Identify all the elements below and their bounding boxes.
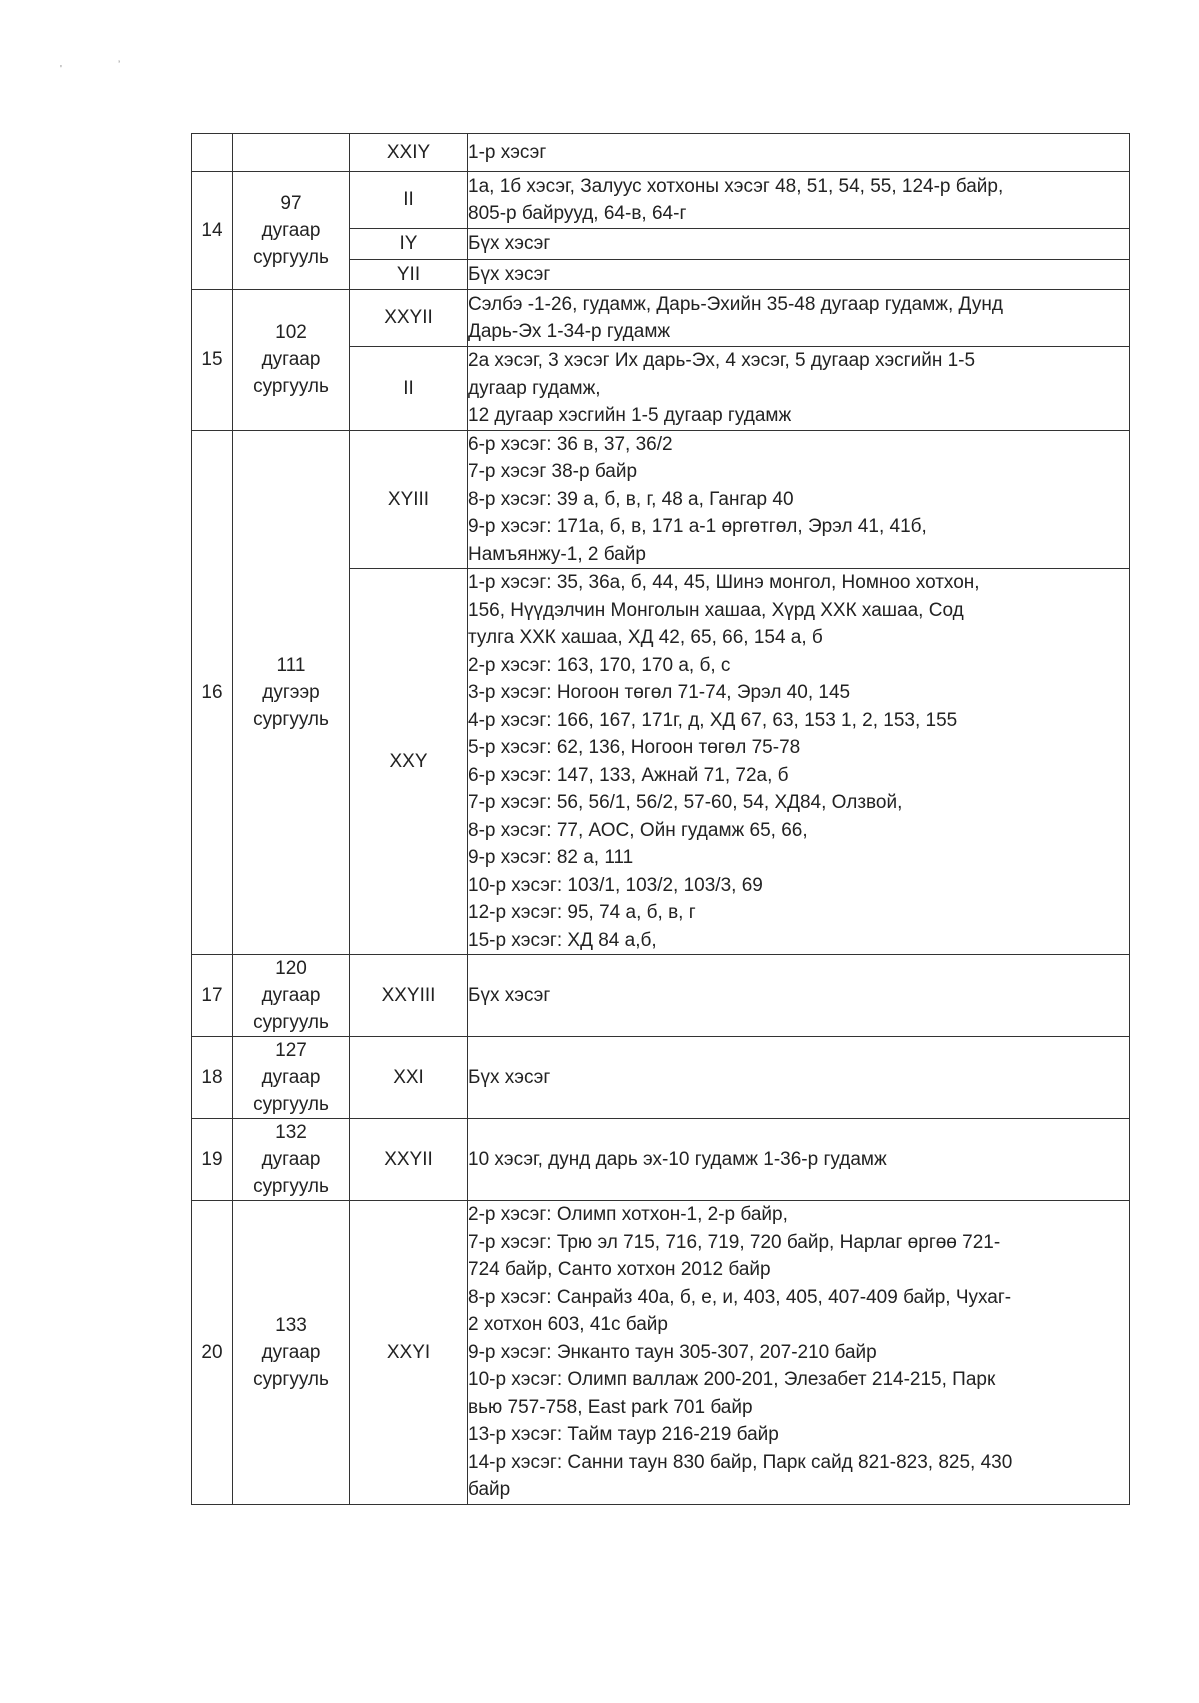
service-area [468,172,1130,229]
school-name-line: сургууль [253,1368,329,1390]
school-name-line: дугаар [261,1341,321,1363]
school-name-line: сургууль [253,1176,329,1197]
school-name [233,172,350,290]
table-row [192,134,1130,172]
school-name-line: 132 [275,1122,307,1143]
school-name-line: сургууль [253,708,329,730]
school-name-line: дугээр [262,681,320,703]
table-row [192,1201,1130,1505]
service-area-line: 2а хэсэг, 3 хэсэг Их дарь-Эх, 4 хэсэг, 5 дугаар хэсгийн 1-5 [468,350,976,371]
row-number: 16 [192,430,233,955]
service-area-line: тулга ХХК хашаа, ХД 42, 65, 66, 154 а, б [468,627,823,648]
service-area-line: Бүх хэсэг [468,984,551,1006]
table-row [192,290,1130,347]
school-name [233,1037,350,1119]
row-number: 20 [192,1201,233,1505]
row-number: 17 [192,955,233,1037]
table-row [192,1119,1130,1201]
school-name-line: сургууль [253,376,329,398]
service-area-line: 1-р хэсэг: 35, 36а, б, 44, 45, Шинэ монгол, Номноо хотхон, [468,572,980,593]
khoroo-number: II [350,347,468,431]
table-row [192,430,1130,569]
service-area-line: 12-р хэсэг: 95, 74 а, б, в, г [468,902,696,923]
service-area-line: 5-р хэсэг: 62, 136, Ногоон төгөл 75-78 [468,737,801,758]
service-area-line: Бүх хэсэг [468,233,551,255]
row-number: 14 [192,172,233,290]
service-area-line: 14-р хэсэг: Санни таун 830 байр, Парк сайд 821-823, 825, 430 [468,1451,1013,1473]
school-name-line: сургууль [253,1012,329,1033]
khoroo-number: YII [350,260,468,290]
service-area-line: дугаар гудамж, [468,377,601,399]
service-area-line: 6-р хэсэг: 36 в, 37, 36/2 [468,433,673,455]
school-name-line: дугаар [261,220,321,241]
service-area-line: 1а, 1б хэсэг, Залуус хотхоны хэсэг 48, 51, 54, 55, 124-р байр, [468,175,1004,197]
service-area-line: 12 дугаар хэсгийн 1-5 дугаар гудамж [468,405,792,426]
service-area-line: 13-р хэсэг: Тайм таур 216-219 байр [468,1424,779,1445]
service-area-line: 156, Нүүдэлчин Монголын хашаа, Хүрд ХХК хашаа, Сод [468,599,964,621]
school-name [233,430,350,955]
service-area [468,134,1130,172]
khoroo-number: XXIY [350,134,468,172]
table-body [192,134,1130,1505]
service-area-line: 1-р хэсэг [468,141,547,163]
service-area [468,569,1130,955]
service-area [468,290,1130,347]
khoroo-number: IY [350,229,468,260]
service-area-line: 2-р хэсэг: Олимп хотхон-1, 2-р байр, [468,1204,788,1225]
service-area-line: 4-р хэсэг: 166, 167, 171г, д, ХД 67, 63, 153 1, 2, 153, 155 [468,709,958,731]
service-area-line: 6-р хэсэг: 147, 133, Ажнай 71, 72а, б [468,764,789,786]
school-name-line: 133 [275,1314,307,1336]
service-area-line: 15-р хэсэг: ХД 84 а,б, [468,929,657,951]
khoroo-number: XYIII [350,430,468,569]
school-name-line: дугаар [261,1149,321,1170]
service-area-line: 3-р хэсэг: Ногоон төгөл 71-74, Эрэл 40, 145 [468,682,851,703]
school-name-line: 111 [276,654,306,676]
service-area-line: 2-р хэсэг: 163, 170, 170 а, б, с [468,654,731,676]
table-row [192,955,1130,1037]
service-area-line: 2 хотхон 603, 41с байр [468,1314,668,1335]
row-number: 19 [192,1119,233,1201]
service-area-line: Дарь-Эх 1-34-р гудамж [468,321,671,342]
row-number: 18 [192,1037,233,1119]
service-area-line: байр [468,1479,511,1500]
row-number [192,134,233,172]
service-area-line: Намъянжу-1, 2 байр [468,543,646,565]
khoroo-number: XXYII [350,290,468,347]
service-area [468,347,1130,431]
school-name-line: сургууль [253,1094,329,1115]
service-area-line: Бүх хэсэг [468,1066,551,1088]
khoroo-number: XXYIII [350,955,468,1037]
school-district-table [191,133,1130,1505]
school-name-line: сургууль [253,247,329,268]
school-name-line: 120 [275,958,307,979]
row-number: 15 [192,290,233,431]
service-area-line: 7-р хэсэг 38-р байр [468,461,638,482]
school-name [233,1201,350,1505]
khoroo-number: XXI [350,1037,468,1119]
service-area-line: вью 757-758, East park 701 байр [468,1396,753,1418]
khoroo-number: XXYII [350,1119,468,1201]
school-name-line: дугаар [261,1067,321,1088]
school-name [233,290,350,431]
service-area [468,260,1130,290]
service-area-line: 805-р байрууд, 64-в, 64-г [468,203,687,224]
service-area [468,1201,1130,1505]
service-area-line: 8-р хэсэг: Санрайз 40а, б, е, и, 403, 405, 407-409 байр, Чухаг- [468,1286,1012,1308]
khoroo-number: II [350,172,468,229]
service-area-line: 7-р хэсэг: 56, 56/1, 56/2, 57-60, 54, ХД84, Олзвой, [468,792,903,813]
school-name-line: 102 [275,322,307,344]
school-name [233,955,350,1037]
service-area-line: 9-р хэсэг: Энканто таун 305-307, 207-210 байр [468,1341,877,1363]
khoroo-number: XXY [350,569,468,955]
service-area [468,229,1130,260]
table-row [192,172,1130,229]
service-area-line: 9-р хэсэг: 82 а, 111 [468,847,634,868]
service-area-line: 10-р хэсэг: 103/1, 103/2, 103/3, 69 [468,874,763,896]
service-area-line: 10 хэсэг, дунд дарь эх-10 гудамж 1-36-р гудамж [468,1148,887,1170]
school-name-line: 97 [280,193,302,214]
service-area-line: 8-р хэсэг: 39 а, б, в, г, 48 а, Гангар 40 [468,488,794,510]
service-area [468,1037,1130,1119]
school-name [233,134,350,172]
school-name-line: 127 [275,1040,307,1061]
school-name-line: дугаар [261,985,321,1006]
service-area [468,430,1130,569]
school-name [233,1119,350,1201]
school-name-line: дугаар [261,349,321,371]
service-area [468,955,1130,1037]
service-area-line: 9-р хэсэг: 171а, б, в, 171 а-1 өргөтгөл, Эрэл 41, 41б, [468,516,927,537]
service-area [468,1119,1130,1201]
service-area-line: 7-р хэсэг: Трю эл 715, 716, 719, 720 байр, Нарлаг өргөө 721- [468,1231,1001,1253]
khoroo-number: XXYI [350,1201,468,1505]
service-area-line: Бүх хэсэг [468,263,551,285]
table-row [192,1037,1130,1119]
service-area-line: 8-р хэсэг: 77, АОС, Ойн гудамж 65, 66, [468,819,808,841]
service-area-line: 724 байр, Санто хотхон 2012 байр [468,1259,771,1280]
service-area-line: 10-р хэсэг: Олимп валлаж 200-201, Элезабет 214-215, Парк [468,1369,996,1390]
service-area-line: Сэлбэ -1-26, гудамж, Дарь-Эхийн 35-48 дугаар гудамж, Дунд [468,293,1003,315]
